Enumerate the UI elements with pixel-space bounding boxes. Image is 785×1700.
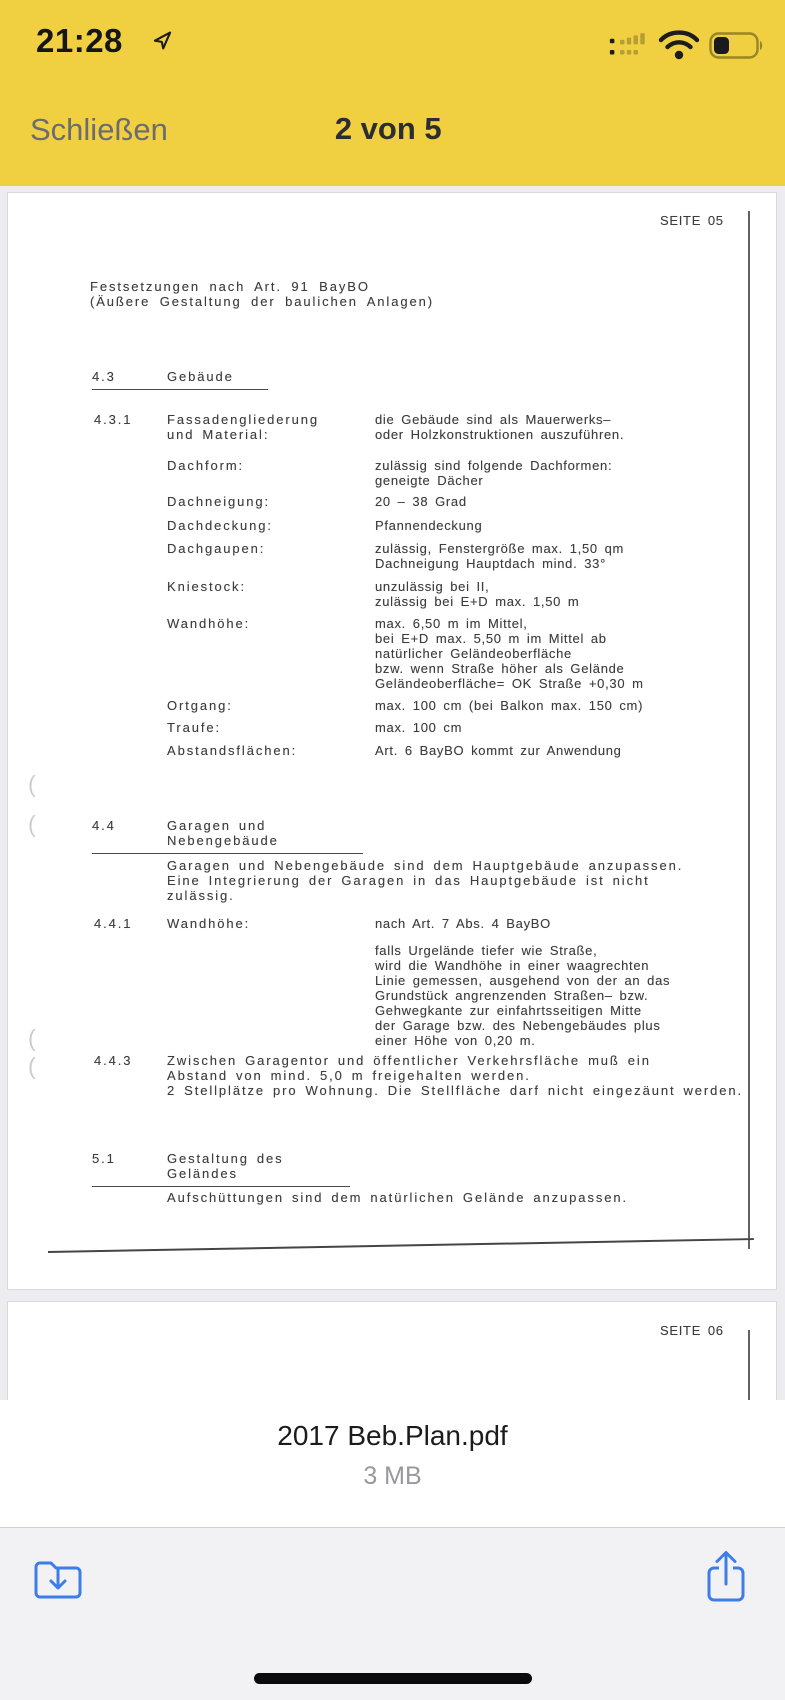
doc-line: Dachneigung: — [167, 494, 271, 509]
doc-label-col — [167, 541, 265, 556]
scan-artifact: ( — [28, 1053, 36, 1079]
file-size: 3 MB — [363, 1462, 422, 1490]
doc-line: Fassadengliederung — [167, 412, 320, 427]
doc-value-col — [375, 541, 624, 571]
section-number: 4.3 — [92, 369, 116, 384]
doc-label-col — [167, 458, 244, 473]
doc-line: Gehwegkante zur einfahrtsseitigen Mitte — [375, 1003, 642, 1018]
doc-paragraph — [375, 943, 670, 1048]
home-indicator[interactable] — [254, 1673, 532, 1684]
section-title: Gebäude — [167, 369, 234, 384]
doc-value-col — [375, 518, 482, 533]
page-number-label: SEITE 06 — [660, 1323, 724, 1338]
scan-border-line — [748, 1330, 750, 1402]
doc-value-col — [375, 720, 462, 735]
doc-line: Garagen und Nebengebäude sind dem Hauptgebäude anzupassen. — [167, 858, 684, 873]
doc-line: 4.3.1 — [94, 412, 133, 427]
doc-paragraph — [167, 858, 683, 903]
pdf-page-2 — [7, 1301, 777, 1401]
scan-edge-line — [48, 1238, 754, 1253]
doc-line: zulässig sind folgende Dachformen: — [375, 458, 613, 473]
section-number — [94, 412, 132, 427]
share-icon — [703, 1594, 749, 1609]
doc-line: zulässig, Fenstergröße max. 1,50 qm — [375, 541, 625, 556]
doc-line: einer Höhe von 0,20 m. — [375, 1033, 536, 1048]
doc-line: Wandhöhe: — [167, 616, 251, 631]
doc-line: Dachneigung Hauptdach mind. 33° — [375, 556, 606, 571]
doc-value-col — [375, 458, 612, 488]
nav-bar — [0, 90, 785, 186]
section-number: 5.1 — [92, 1151, 116, 1166]
doc-line: Art. 6 BayBO kommt zur Anwendung — [375, 743, 622, 758]
doc-line: wird die Wandhöhe in einer waagrechten — [375, 958, 650, 973]
doc-line: die Gebäude sind als Mauerwerks– — [375, 412, 612, 427]
wifi-icon — [658, 30, 700, 65]
doc-label-col — [167, 743, 297, 758]
doc-line: Grundstück angrenzenden Straßen– bzw. — [375, 988, 649, 1003]
save-to-files-button[interactable] — [33, 1556, 83, 1603]
doc-line: max. 6,50 m im Mittel, — [375, 616, 528, 631]
section-title: Garagen und Nebengebäude — [167, 818, 279, 848]
scan-artifact: ( — [28, 1025, 36, 1051]
doc-line: zulässig. — [167, 888, 235, 903]
location-arrow-icon — [152, 30, 173, 56]
doc-line: Dachgaupen: — [167, 541, 266, 556]
document-title: Festsetzungen nach Art. 91 BayBO (Äußere Gestaltung der baulichen Anlagen) — [90, 279, 434, 309]
doc-label-col — [167, 616, 250, 631]
doc-line: Abstand von mind. 5,0 m freigehalten werden. — [167, 1068, 531, 1083]
doc-line: Traufe: — [167, 720, 222, 735]
close-button[interactable]: Schließen — [30, 112, 168, 147]
doc-line: falls Urgelände tiefer wie Straße, — [375, 943, 598, 958]
section-number — [94, 916, 132, 931]
doc-paragraph — [167, 1190, 628, 1205]
doc-label-col — [167, 698, 233, 713]
doc-value-col — [375, 494, 467, 509]
doc-value-col — [375, 579, 579, 609]
pdf-viewer[interactable] — [0, 186, 785, 1400]
doc-line: max. 100 cm (bei Balkon max. 150 cm) — [375, 698, 644, 713]
doc-line: Eine Integrierung der Garagen in das Hauptgebäude ist nicht — [167, 873, 650, 888]
doc-line: natürlicher Geländeoberfläche — [375, 646, 572, 661]
section-heading — [92, 369, 268, 390]
doc-line: 4.4.1 — [94, 916, 133, 931]
bottom-toolbar — [0, 1527, 785, 1700]
battery-icon — [709, 32, 765, 64]
doc-label-col — [167, 1053, 743, 1098]
doc-line: 4.4.3 — [94, 1053, 133, 1068]
page-number-label: SEITE 05 — [660, 213, 724, 228]
doc-line: Zwischen Garagentor und öffentlicher Verkehrsfläche muß ein — [167, 1053, 651, 1068]
doc-line: oder Holzkonstruktionen auszuführen. — [375, 427, 625, 442]
section-heading — [92, 818, 363, 854]
section-heading — [92, 1151, 350, 1187]
doc-value-col — [375, 698, 643, 713]
page-indicator: 2 von 5 — [334, 111, 442, 146]
doc-line: Ortgang: — [167, 698, 233, 713]
doc-line: der Garage bzw. des Nebengebäudes plus — [375, 1018, 661, 1033]
doc-line: 20 – 38 Grad — [375, 494, 467, 509]
scan-border-line — [748, 211, 750, 1249]
section-number — [94, 1053, 132, 1068]
clock: 21:28 — [36, 22, 123, 59]
share-button[interactable] — [703, 1548, 749, 1609]
doc-line: 2 Stellplätze pro Wohnung. Die Stellfläche darf nicht eingezäunt werden. — [167, 1083, 744, 1098]
status-bar — [0, 0, 785, 90]
doc-line: unzulässig bei II, — [375, 579, 490, 594]
doc-line: zulässig bei E+D max. 1,50 m — [375, 594, 580, 609]
section-number: 4.4 — [92, 818, 116, 833]
doc-line: Geländeoberfläche= OK Straße +0,30 m — [375, 676, 644, 691]
scan-artifact: ( — [28, 771, 36, 797]
doc-line: Kniestock: — [167, 579, 246, 594]
doc-line: Abstandsflächen: — [167, 743, 298, 758]
doc-label-col — [167, 518, 273, 533]
doc-value-col — [375, 616, 644, 691]
file-name: 2017 Beb.Plan.pdf — [277, 1420, 508, 1451]
doc-line: Linie gemessen, ausgehend von der an das — [375, 973, 671, 988]
pdf-page-1 — [7, 192, 777, 1290]
doc-label-col — [167, 579, 246, 594]
doc-label-col — [167, 916, 250, 931]
doc-label-col — [167, 412, 319, 442]
doc-value-col — [375, 743, 622, 758]
doc-line: bzw. wenn Straße höher als Gelände — [375, 661, 625, 676]
doc-value-col — [375, 412, 624, 442]
doc-line: max. 100 cm — [375, 720, 463, 735]
doc-line: geneigte Dächer — [375, 473, 484, 488]
doc-line: Wandhöhe: — [167, 916, 251, 931]
doc-line: Aufschüttungen sind dem natürlichen Gelände anzupassen. — [167, 1190, 629, 1205]
section-title: Gestaltung des Geländes — [167, 1151, 284, 1181]
doc-line: Dachform: — [167, 458, 245, 473]
folder-download-icon — [33, 1588, 83, 1603]
doc-label-col — [167, 494, 270, 509]
doc-line: Dachdeckung: — [167, 518, 273, 533]
cellular-signal-icon — [609, 32, 649, 64]
doc-line: und Material: — [167, 427, 270, 442]
doc-label-col — [167, 720, 221, 735]
doc-line: nach Art. 7 Abs. 4 BayBO — [375, 916, 551, 931]
header-background — [0, 0, 785, 186]
doc-value-col — [375, 916, 551, 931]
doc-line: bei E+D max. 5,50 m im Mittel ab — [375, 631, 607, 646]
doc-line: Pfannendeckung — [375, 518, 483, 533]
file-info-sheet — [0, 1400, 785, 1527]
scan-artifact: ( — [28, 811, 36, 837]
